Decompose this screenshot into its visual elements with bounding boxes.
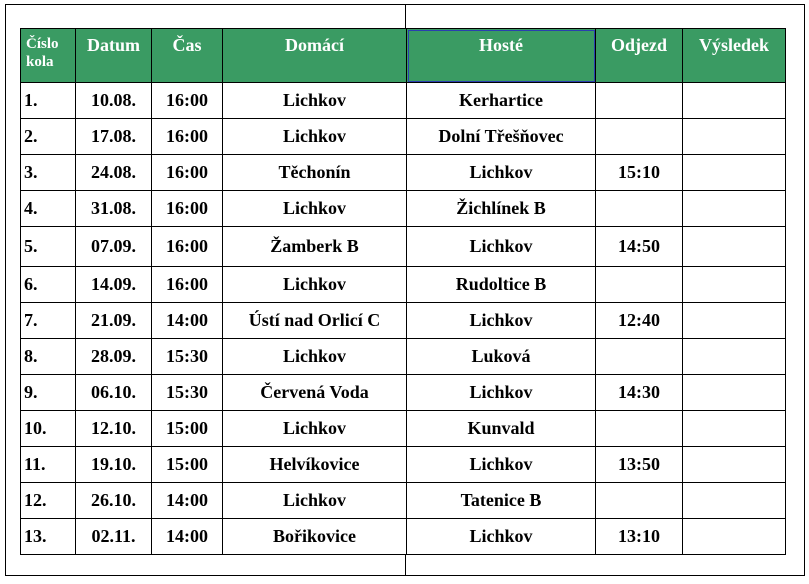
time-cell[interactable]: 16:00 — [152, 119, 223, 155]
home-team-cell[interactable]: Lichkov — [223, 411, 407, 447]
departure-cell[interactable]: 13:50 — [596, 447, 683, 483]
departure-cell[interactable]: 14:50 — [596, 227, 683, 267]
table-row — [21, 411, 786, 447]
away-team-cell[interactable]: Rudoltice B — [407, 267, 596, 303]
departure-cell[interactable] — [596, 191, 683, 227]
away-team-cell[interactable]: Žichlínek B — [407, 191, 596, 227]
header-row — [21, 29, 786, 83]
date-cell[interactable]: 02.11. — [76, 519, 152, 555]
result-cell[interactable] — [683, 119, 786, 155]
header-round[interactable] — [21, 29, 76, 83]
home-team-cell[interactable]: Helvíkovice — [223, 447, 407, 483]
departure-cell[interactable]: 14:30 — [596, 375, 683, 411]
table-row — [21, 155, 786, 191]
time-cell[interactable]: 14:00 — [152, 303, 223, 339]
away-team-cell[interactable]: Lichkov — [407, 227, 596, 267]
time-cell[interactable]: 16:00 — [152, 155, 223, 191]
home-team-cell[interactable]: Lichkov — [223, 119, 407, 155]
date-cell[interactable]: 26.10. — [76, 483, 152, 519]
departure-cell[interactable] — [596, 119, 683, 155]
header-date[interactable]: Datum — [76, 29, 152, 83]
home-team-cell[interactable]: Lichkov — [223, 191, 407, 227]
departure-cell[interactable] — [596, 483, 683, 519]
result-cell[interactable] — [683, 411, 786, 447]
date-cell[interactable]: 10.08. — [76, 83, 152, 119]
result-cell[interactable] — [683, 303, 786, 339]
departure-cell[interactable] — [596, 267, 683, 303]
header-result[interactable]: Výsledek — [683, 29, 786, 83]
header-departure[interactable]: Odjezd — [596, 29, 683, 83]
header-away[interactable]: Hosté — [407, 29, 596, 83]
date-cell[interactable]: 28.09. — [76, 339, 152, 375]
away-team-cell[interactable]: Lichkov — [407, 447, 596, 483]
home-team-cell[interactable]: Bořikovice — [223, 519, 407, 555]
time-cell[interactable]: 16:00 — [152, 191, 223, 227]
home-team-cell[interactable]: Lichkov — [223, 339, 407, 375]
round-cell[interactable]: 13. — [21, 519, 76, 555]
round-cell[interactable]: 11. — [21, 447, 76, 483]
date-cell[interactable]: 14.09. — [76, 267, 152, 303]
time-cell[interactable]: 16:00 — [152, 267, 223, 303]
away-team-cell[interactable]: Lichkov — [407, 375, 596, 411]
match-schedule-table — [20, 28, 786, 555]
result-cell[interactable] — [683, 191, 786, 227]
result-cell[interactable] — [683, 267, 786, 303]
date-cell[interactable]: 12.10. — [76, 411, 152, 447]
date-cell[interactable]: 19.10. — [76, 447, 152, 483]
departure-cell[interactable]: 15:10 — [596, 155, 683, 191]
round-cell[interactable]: 1. — [21, 83, 76, 119]
table-row — [21, 447, 786, 483]
table-row — [21, 83, 786, 119]
header-round-line2: kola — [26, 54, 54, 70]
home-team-cell[interactable]: Lichkov — [223, 83, 407, 119]
away-team-cell[interactable]: Lichkov — [407, 303, 596, 339]
result-cell[interactable] — [683, 155, 786, 191]
home-team-cell[interactable]: Těchonín — [223, 155, 407, 191]
time-cell[interactable]: 15:30 — [152, 339, 223, 375]
table-row — [21, 267, 786, 303]
away-team-cell[interactable]: Tatenice B — [407, 483, 596, 519]
header-time[interactable]: Čas — [152, 29, 223, 83]
home-team-cell[interactable]: Červená Voda — [223, 375, 407, 411]
time-cell[interactable]: 15:00 — [152, 411, 223, 447]
round-cell[interactable]: 10. — [21, 411, 76, 447]
header-round-line1: Číslo — [26, 36, 59, 52]
round-cell[interactable]: 9. — [21, 375, 76, 411]
header-home[interactable]: Domácí — [223, 29, 407, 83]
departure-cell[interactable] — [596, 83, 683, 119]
away-team-cell[interactable]: Luková — [407, 339, 596, 375]
round-cell[interactable]: 4. — [21, 191, 76, 227]
departure-cell[interactable]: 12:40 — [596, 303, 683, 339]
home-team-cell[interactable]: Ústí nad Orlicí C — [223, 303, 407, 339]
round-cell[interactable]: 8. — [21, 339, 76, 375]
result-cell[interactable] — [683, 339, 786, 375]
round-cell[interactable]: 12. — [21, 483, 76, 519]
time-cell[interactable]: 15:00 — [152, 447, 223, 483]
time-cell[interactable]: 15:30 — [152, 375, 223, 411]
departure-cell[interactable]: 13:10 — [596, 519, 683, 555]
table-row — [21, 119, 786, 155]
home-team-cell[interactable]: Lichkov — [223, 483, 407, 519]
time-cell[interactable]: 14:00 — [152, 483, 223, 519]
time-cell[interactable]: 16:00 — [152, 227, 223, 267]
result-cell[interactable] — [683, 83, 786, 119]
away-team-cell[interactable]: Lichkov — [407, 519, 596, 555]
departure-cell[interactable] — [596, 339, 683, 375]
departure-cell[interactable] — [596, 411, 683, 447]
table-row — [21, 519, 786, 555]
date-cell[interactable]: 31.08. — [76, 191, 152, 227]
result-cell[interactable] — [683, 227, 786, 267]
table-row — [21, 303, 786, 339]
round-cell[interactable]: 3. — [21, 155, 76, 191]
table-row — [21, 191, 786, 227]
away-team-cell[interactable]: Kerhartice — [407, 83, 596, 119]
result-cell[interactable] — [683, 447, 786, 483]
date-cell[interactable]: 24.08. — [76, 155, 152, 191]
home-team-cell[interactable]: Žamberk B — [223, 227, 407, 267]
date-cell[interactable]: 06.10. — [76, 375, 152, 411]
round-cell[interactable]: 5. — [21, 227, 76, 267]
result-cell[interactable] — [683, 483, 786, 519]
date-cell[interactable]: 17.08. — [76, 119, 152, 155]
round-cell[interactable]: 6. — [21, 267, 76, 303]
away-team-cell[interactable]: Lichkov — [407, 155, 596, 191]
round-cell[interactable]: 2. — [21, 119, 76, 155]
home-team-cell[interactable]: Lichkov — [223, 267, 407, 303]
date-cell[interactable]: 21.09. — [76, 303, 152, 339]
result-cell[interactable] — [683, 519, 786, 555]
time-cell[interactable]: 16:00 — [152, 83, 223, 119]
away-team-cell[interactable]: Dolní Třešňovec — [407, 119, 596, 155]
time-cell[interactable]: 14:00 — [152, 519, 223, 555]
table-row — [21, 227, 786, 267]
date-cell[interactable]: 07.09. — [76, 227, 152, 267]
table-row — [21, 339, 786, 375]
table-row — [21, 483, 786, 519]
round-cell[interactable]: 7. — [21, 303, 76, 339]
result-cell[interactable] — [683, 375, 786, 411]
table-row — [21, 375, 786, 411]
away-team-cell[interactable]: Kunvald — [407, 411, 596, 447]
